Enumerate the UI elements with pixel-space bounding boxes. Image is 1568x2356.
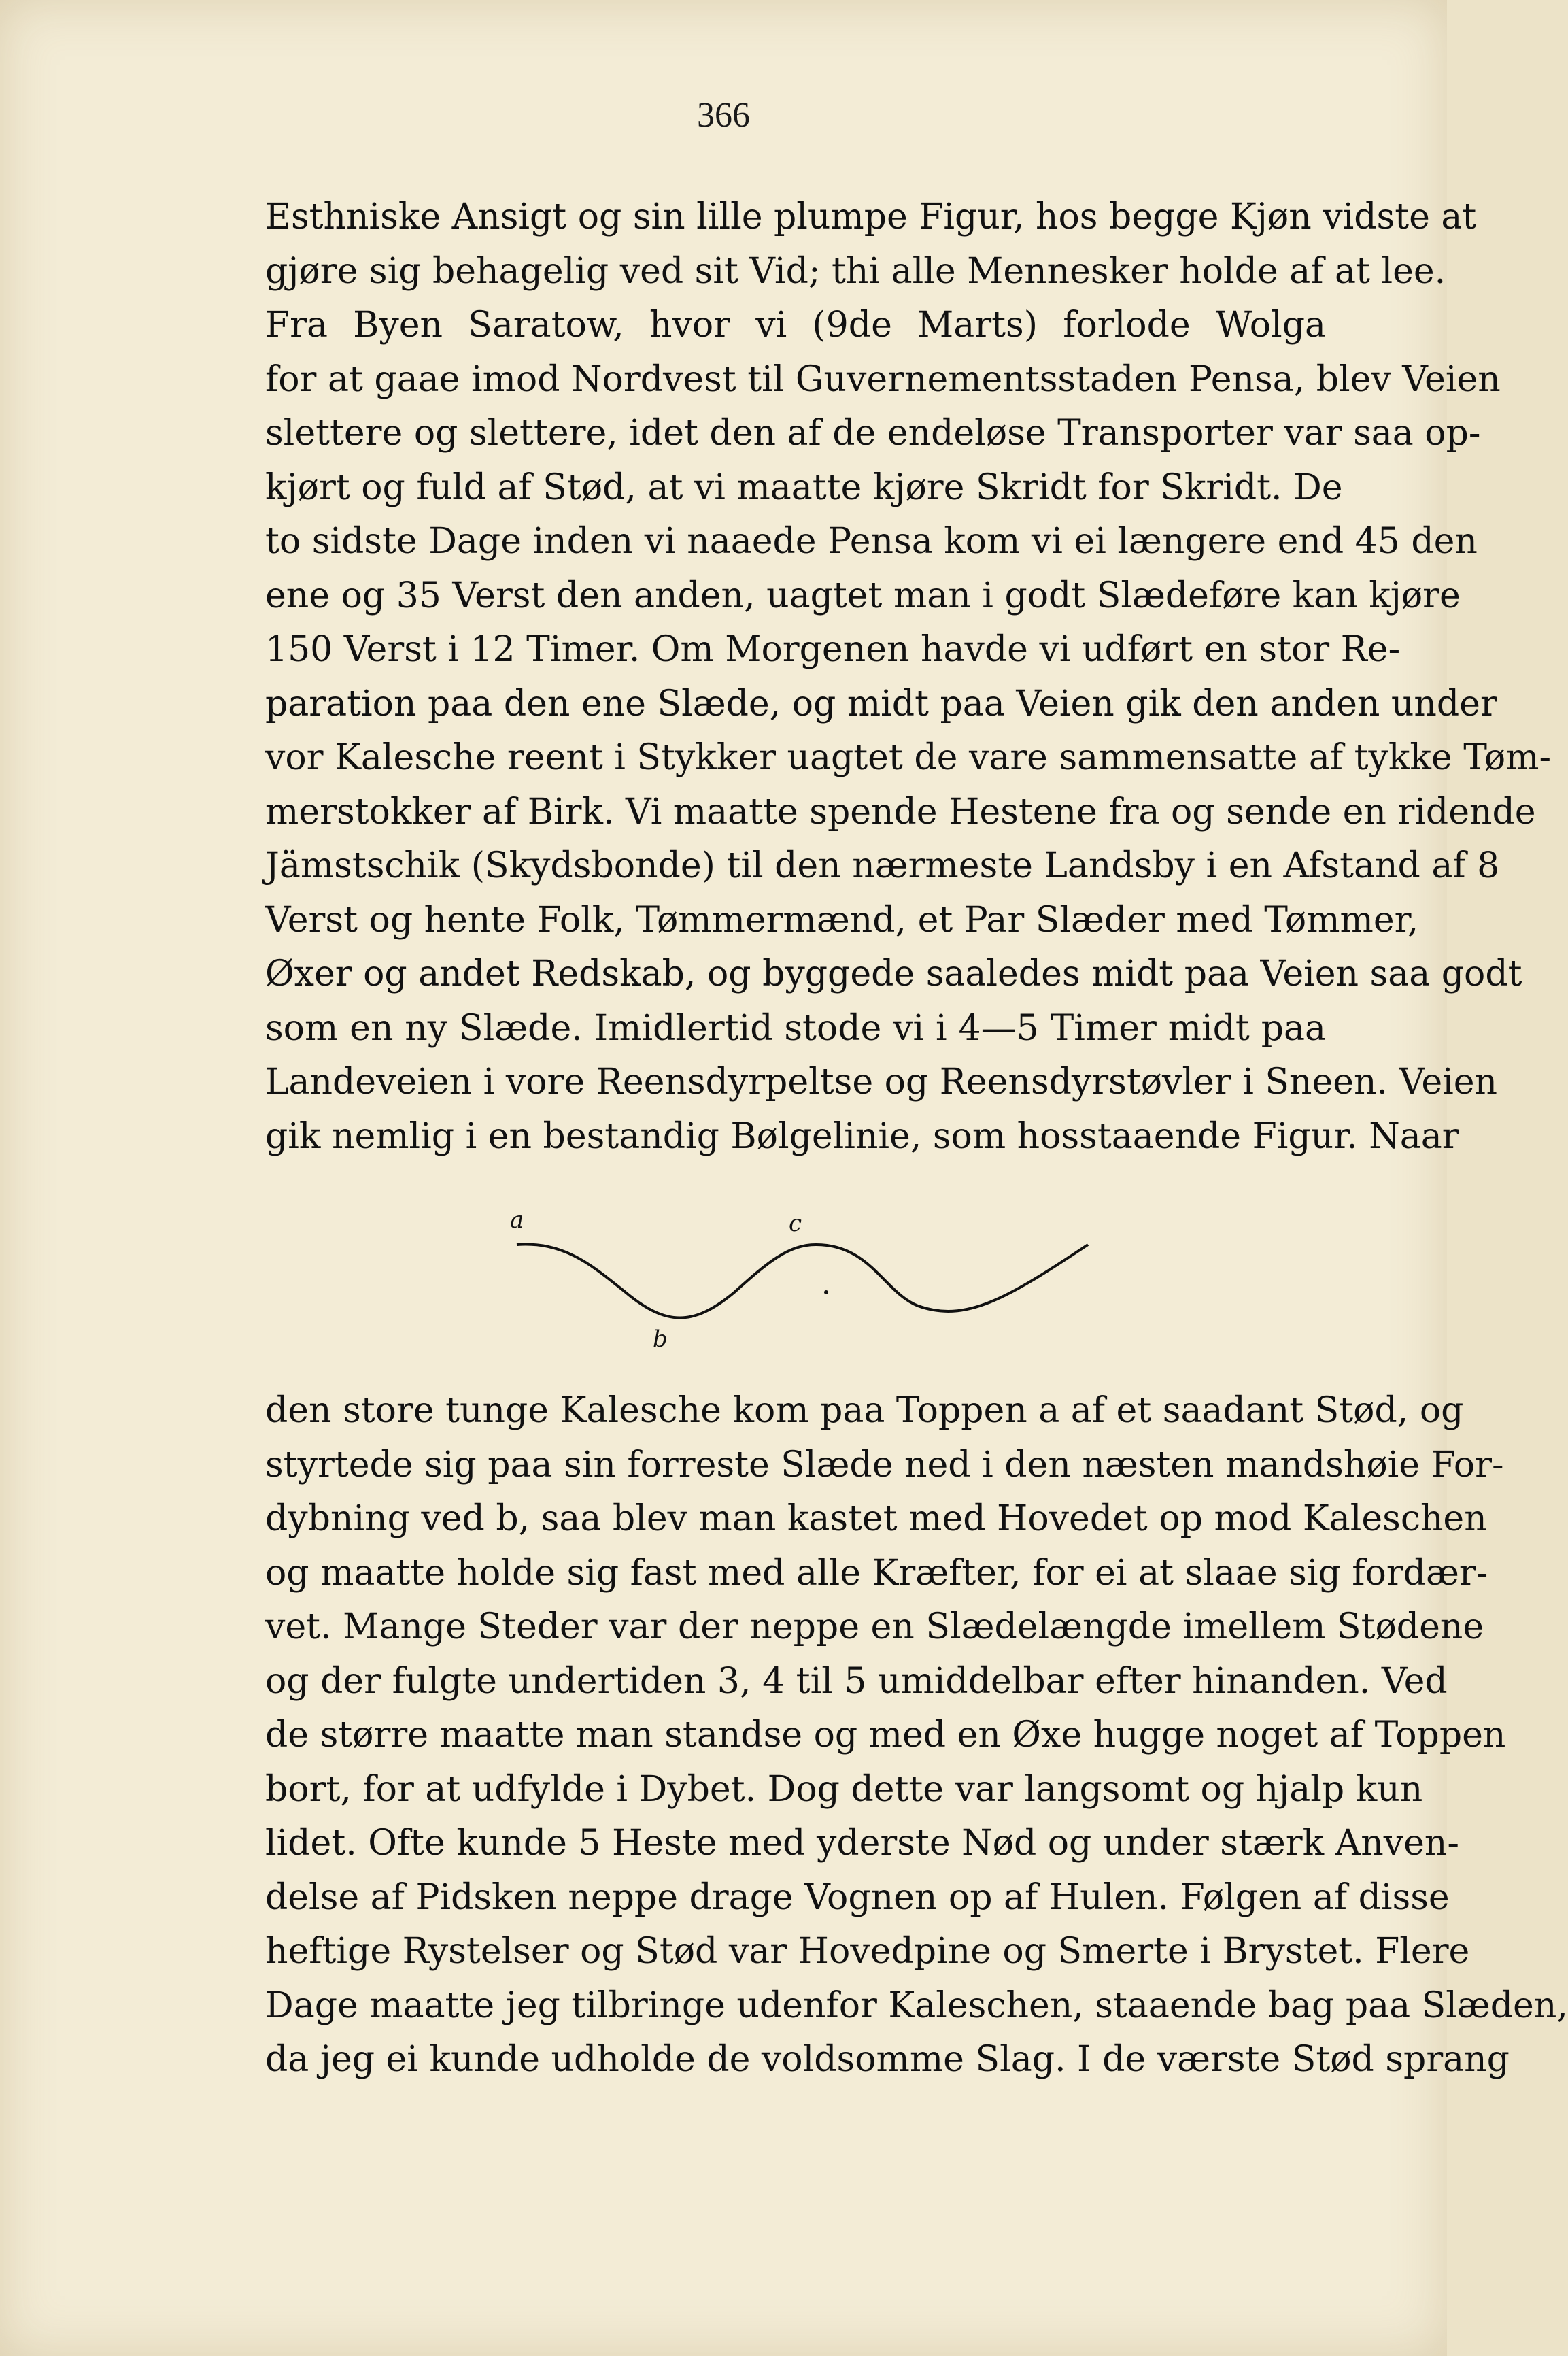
figure-dot	[824, 1290, 828, 1294]
text-line: heftige Rystelser og Stød var Hovedpine og Smerte i Brystet. Flere	[265, 1931, 1470, 1972]
text-line: Øxer og andet Redskab, og byggede saaledes midt paa Veien saa godt	[265, 954, 1522, 994]
text-line: de større maatte man standse og med en Øxe hugge noget af Toppen	[265, 1715, 1506, 1755]
text-line: og der fulgte undertiden 3, 4 til 5 umiddelbar efter hinanden. Ved	[265, 1660, 1448, 1702]
text-line: lidet. Ofte kunde 5 Heste med yderste Nød og under stærk Anven-	[265, 1823, 1459, 1864]
text-line: styrtede sig paa sin forreste Slæde ned i den næsten mandshøie For-	[265, 1444, 1504, 1485]
text-line: gjøre sig behagelig ved sit Vid; thi alle Mennesker holde af at lee.	[265, 250, 1446, 292]
figure-label-b: b	[653, 1326, 668, 1353]
text-line: vet. Mange Steder var der neppe en Slædelængde imellem Stødene	[265, 1606, 1484, 1647]
text-line: dybning ved b, saa blev man kastet med Hovedet op mod Kaleschen	[265, 1498, 1487, 1539]
text-line: Landeveien i vore Reensdyrpeltse og Reensdyrstøvler i Sneen. Veien	[265, 1062, 1498, 1103]
text-line: Jämstschik (Skydsbonde) til den nærmeste Landsby i en Afstand af 8	[265, 845, 1500, 886]
text-line: bort, for at udfylde i Dybet. Dog dette var langsomt og hjalp kun	[265, 1768, 1423, 1810]
text-line: vor Kalesche reent i Stykker uagtet de vare sammensatte af tykke Tøm-	[265, 737, 1552, 778]
text-line: Dage maatte jeg tilbringe udenfor Kaleschen, staaende bag paa Slæden,	[265, 1985, 1568, 2026]
text-line: for at gaae imod Nordvest til Guvernementsstaden Pensa, blev Veien	[265, 358, 1501, 400]
text-line: slettere og slettere, idet den af de endeløse Transporter var saa op-	[265, 413, 1481, 454]
text-line: delse af Pidsken neppe drage Vognen op af Hulen. Følgen af disse	[265, 1877, 1450, 1918]
text-line: kjørt og fuld af Stød, at vi maatte kjøre Skridt for Skridt. De	[265, 467, 1343, 508]
text-line: 150 Verst i 12 Timer. Om Morgenen havde vi udført en stor Re-	[265, 629, 1401, 670]
text-line: to sidste Dage inden vi naaede Pensa kom vi ei længere end 45 den	[265, 521, 1478, 562]
paragraph-block-lower	[265, 1384, 1568, 2087]
text-line: gik nemlig i en bestandig Bølgelinie, som hosstaaende Figur. Naar	[265, 1115, 1459, 1157]
paragraph-block-upper	[265, 190, 1552, 1164]
text-line: merstokker af Birk. Vi maatte spende Hestene fra og sende en ridende	[265, 791, 1536, 832]
wave-line	[517, 1245, 1088, 1318]
page-number: 366	[697, 96, 750, 135]
text-line: og maatte holde sig fast med alle Kræfter, for ei at slaae sig fordær-	[265, 1552, 1488, 1594]
text-line: Esthniske Ansigt og sin lille plumpe Figur, hos begge Kjøn vidste at	[265, 197, 1477, 237]
text-line: som en ny Slæde. Imidlertid stode vi i 4—5 Timer midt paa	[265, 1007, 1326, 1049]
figure-label-c: c	[789, 1210, 802, 1237]
text-line: Verst og hente Folk, Tømmermænd, et Par Slæder med Tømmer,	[265, 899, 1419, 941]
text-line: paration paa den ene Slæde, og midt paa Veien gik den anden under	[265, 683, 1497, 724]
wave-figure	[490, 1204, 1102, 1374]
text-line: Fra Byen Saratow, hvor vi (9de Marts) forlode Wolga	[265, 305, 1326, 346]
figure-label-a: a	[510, 1207, 524, 1234]
text-line: ene og 35 Verst den anden, uagtet man i godt Slædeføre kan kjøre	[265, 575, 1461, 616]
text-line: den store tunge Kalesche kom paa Toppen a af et saadant Stød, og	[265, 1390, 1464, 1431]
text-line: da jeg ei kunde udholde de voldsomme Slag. I de værste Stød sprang	[265, 2039, 1510, 2080]
